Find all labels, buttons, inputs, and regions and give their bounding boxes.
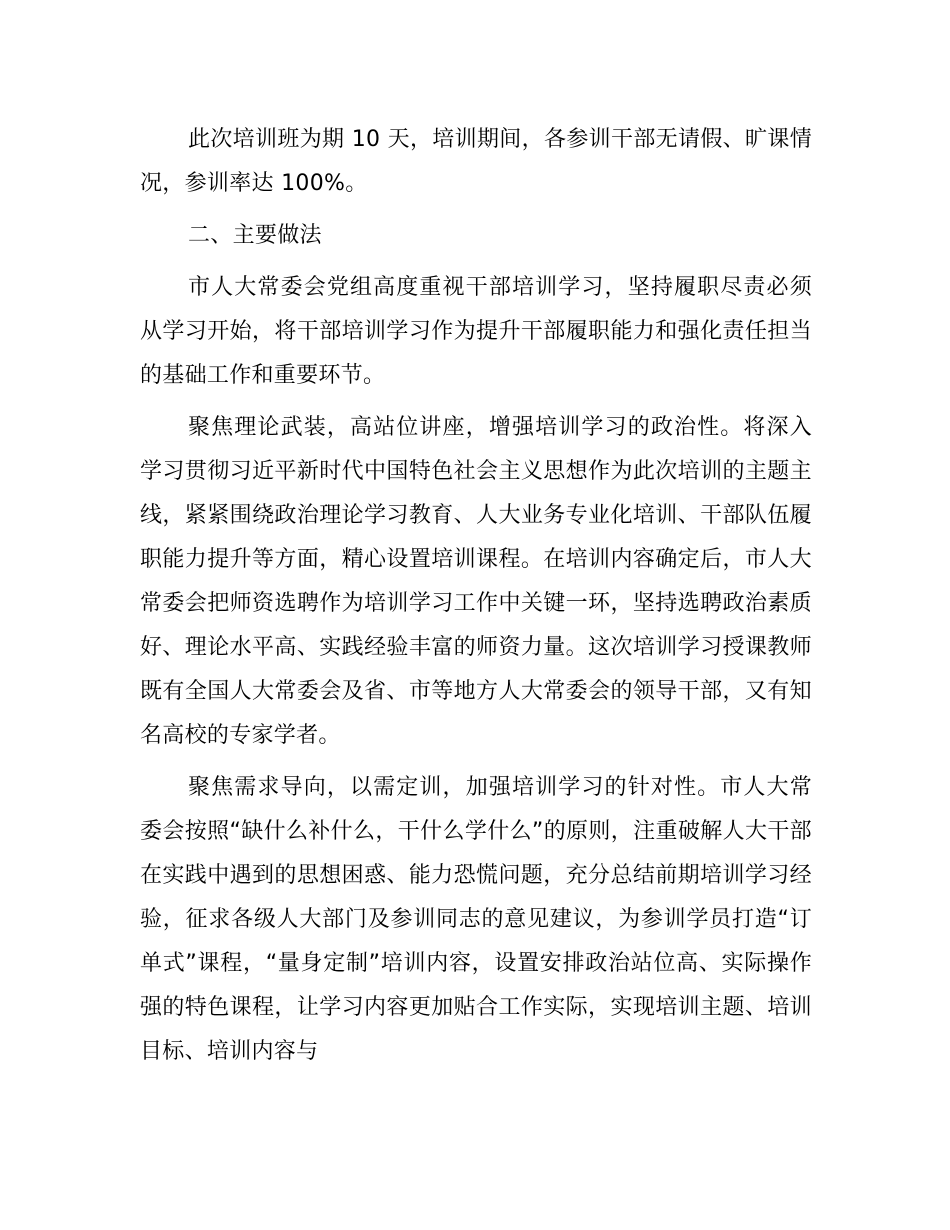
paragraph-theory-focus: 聚焦理论武装，高站位讲座，增强培训学习的政治性。将深入学习贯彻习近平新时代中国特色社会主义思想作为此次培训的主题主线，紧紧围绕政治理论学习教育、人大业务专业化培训、干部队伍履职能力提升等方面，精心设置培训课程。在培训内容确定后，市人大常委会把师资选聘作为培训学习工作中关键一环，坚持选聘政治素质好、理论水平高、实践经验丰富的师资力量。这次培训学习授课教师既有全国人大常委会及省、市等地方人大常委会的领导干部，又有知名高校的专家学者。 bbox=[140, 415, 812, 748]
paragraph-party-group: 市人大常委会党组高度重视干部培训学习，坚持履职尽责必须从学习开始，将干部培训学习作为提升干部履职能力和强化责任担当的基础工作和重要环节。 bbox=[140, 275, 812, 388]
document-body bbox=[140, 118, 812, 1074]
paragraph-attendance: 此次培训班为期 10 天，培训期间，各参训干部无请假、旷课情况，参训率达 100%。 bbox=[140, 127, 812, 196]
paragraph-demand-focus: 聚焦需求导向，以需定训，加强培训学习的针对性。市人大常委会按照“缺什么补什么，干什么学什么”的原则，注重破解人大干部在实践中遇到的思想困惑、能力恐慌问题，充分总结前期培训学习经验，征求各级人大部门及参训同志的意见建议，为参训学员打造“订单式”课程，“量身定制”培训内容，设置安排政治站位高、实际操作强的特色课程，让学习内容更加贴合工作实际，实现培训主题、培训目标、培训内容与 bbox=[140, 775, 812, 1064]
section-heading-main-practices: 二、主要做法 bbox=[188, 223, 322, 248]
